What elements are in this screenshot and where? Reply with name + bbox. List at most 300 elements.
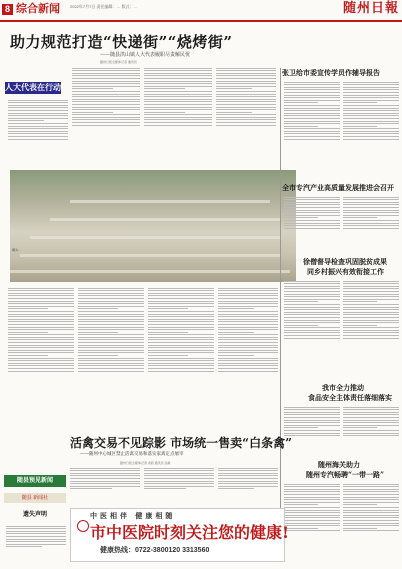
text-line <box>343 338 399 339</box>
text-line <box>284 133 340 134</box>
section-title: 综合新闻 <box>16 3 60 15</box>
text-line <box>72 107 140 108</box>
text-line <box>343 435 399 436</box>
text-line <box>284 489 340 490</box>
text-line <box>148 358 214 359</box>
text-line <box>343 139 399 140</box>
text-line <box>216 70 276 71</box>
lead-text-col2 <box>72 66 140 166</box>
text-line <box>72 81 140 82</box>
text-line <box>343 422 399 423</box>
text-line <box>148 327 214 328</box>
lead-text-col8 <box>218 286 278 426</box>
text-line <box>72 73 140 74</box>
text-line <box>148 371 214 372</box>
text-line <box>343 84 399 85</box>
text-line <box>284 338 340 339</box>
text-line <box>78 311 144 312</box>
text-line <box>78 339 144 340</box>
text-line <box>284 520 340 521</box>
text-line <box>78 355 118 356</box>
text-line <box>343 87 399 88</box>
text-line <box>218 321 278 322</box>
text-line <box>8 128 68 129</box>
text-line <box>148 363 214 364</box>
text-line <box>284 430 340 431</box>
text-line <box>8 131 68 132</box>
text-line <box>144 101 212 102</box>
text-line <box>8 350 74 351</box>
side-headline-3a[interactable]: 徐僧督导检查巩固脱贫成果 <box>303 257 387 266</box>
text-line <box>8 105 68 106</box>
lead-text-col6 <box>78 286 144 426</box>
text-line <box>78 314 144 315</box>
page-header <box>0 0 402 22</box>
text-line <box>148 334 214 335</box>
text-line <box>144 91 212 92</box>
text-line <box>70 473 140 474</box>
text-line <box>8 355 48 356</box>
text-line <box>284 525 340 526</box>
text-line <box>343 332 399 333</box>
text-line <box>216 96 276 97</box>
text-line <box>218 488 254 489</box>
text-line <box>8 316 74 317</box>
text-line <box>6 531 66 532</box>
text-line <box>284 433 340 434</box>
text-line <box>218 316 278 317</box>
text-line <box>144 473 214 474</box>
text-line <box>343 325 377 326</box>
side-headline-4a[interactable]: 我市全力推动 <box>322 383 364 392</box>
text-line <box>343 312 399 313</box>
text-line <box>148 355 188 356</box>
text-line <box>343 330 399 331</box>
photo-caption: 图为… <box>12 248 22 252</box>
text-line <box>218 339 278 340</box>
side-headline-1[interactable]: 张卫给市委宣传学员作辅导报告 <box>282 68 380 77</box>
side3-text-b <box>343 279 399 379</box>
text-line <box>8 306 74 307</box>
text-line <box>216 122 276 123</box>
text-line <box>218 470 278 471</box>
text-line <box>148 295 214 296</box>
text-line <box>8 120 44 121</box>
text-line <box>216 125 276 126</box>
text-line <box>216 107 276 108</box>
text-line <box>78 365 144 366</box>
text-line <box>218 290 278 291</box>
text-line <box>144 83 212 84</box>
text-line <box>216 81 276 82</box>
side3-text-a <box>284 279 340 379</box>
text-line <box>343 89 399 90</box>
text-line <box>78 347 144 348</box>
text-line <box>72 114 140 115</box>
text-line <box>8 113 68 114</box>
text-line <box>343 497 399 498</box>
text-line <box>218 363 278 364</box>
text-line <box>8 295 74 296</box>
text-line <box>343 220 399 221</box>
side-headline-5b[interactable]: 随州专汽畅聘“一带一路” <box>306 470 385 479</box>
text-line <box>284 92 340 93</box>
text-line <box>78 334 144 335</box>
text-line <box>343 499 399 500</box>
text-line <box>72 122 140 123</box>
text-line <box>78 337 144 338</box>
text-line <box>78 350 144 351</box>
text-line <box>284 320 340 321</box>
text-line <box>216 101 276 102</box>
side-headline-4b[interactable]: 食品安全主体责任落细落实 <box>308 393 392 402</box>
text-line <box>343 136 399 137</box>
text-line <box>72 83 140 84</box>
text-line <box>78 303 144 304</box>
text-line <box>343 199 399 200</box>
text-line <box>343 115 399 116</box>
text-line <box>72 91 140 92</box>
text-line <box>284 199 340 200</box>
text-line <box>218 324 278 325</box>
text-line <box>78 301 144 302</box>
text-line <box>70 481 140 482</box>
text-line <box>6 533 66 534</box>
text-line <box>284 304 340 305</box>
text-line <box>284 502 340 503</box>
text-line <box>216 68 276 69</box>
text-line <box>284 108 340 109</box>
text-line <box>8 115 68 116</box>
text-line <box>78 321 144 322</box>
text-line <box>343 304 399 305</box>
text-line <box>148 347 214 348</box>
text-line <box>343 207 399 208</box>
text-line <box>72 88 113 89</box>
text-line <box>343 225 399 226</box>
side1-text-a <box>284 80 340 178</box>
text-line <box>284 409 340 410</box>
text-line <box>284 89 340 90</box>
text-line <box>284 202 340 203</box>
hospital-ad-phone: 健康热线：0722-3800120 3313560 <box>100 547 210 554</box>
text-line <box>284 102 318 103</box>
side-headline-2[interactable]: 全市专汽产业高质量发展推进会召开 <box>282 183 394 192</box>
text-line <box>148 311 214 312</box>
lead-text-col5 <box>8 286 74 426</box>
side-headline-5a[interactable]: 随州海关助力 <box>318 460 360 469</box>
text-line <box>343 520 399 521</box>
text-line <box>8 342 74 343</box>
text-line <box>8 133 68 134</box>
text-line <box>78 329 144 330</box>
text-line <box>343 502 399 503</box>
text-line <box>284 322 340 323</box>
text-line <box>78 358 144 359</box>
text-line <box>8 298 74 299</box>
text-line <box>343 126 377 127</box>
text-line <box>284 301 318 302</box>
text-line <box>78 363 144 364</box>
text-line <box>216 86 276 87</box>
text-line <box>8 337 74 338</box>
text-line <box>343 105 399 106</box>
text-line <box>284 307 340 308</box>
text-line <box>284 435 340 436</box>
text-line <box>216 94 276 95</box>
side5-text-a <box>284 482 340 564</box>
text-line <box>284 330 340 331</box>
text-line <box>148 360 214 361</box>
text-line <box>284 87 340 88</box>
text-line <box>218 308 254 309</box>
text-line <box>216 114 276 115</box>
text-line <box>343 430 399 431</box>
text-line <box>284 317 340 318</box>
text-line <box>8 308 48 309</box>
text-line <box>8 314 74 315</box>
text-line <box>8 126 68 127</box>
text-line <box>218 358 278 359</box>
ad-left-1[interactable]: 随县预见新闻 <box>4 475 66 487</box>
text-line <box>144 483 214 484</box>
text-line <box>6 526 66 527</box>
text-line <box>148 345 214 346</box>
text-line <box>144 68 212 69</box>
text-line <box>343 108 399 109</box>
text-line <box>343 123 399 124</box>
newspaper-masthead: 随州日報 <box>343 1 400 16</box>
text-line <box>8 327 74 328</box>
text-line <box>78 345 144 346</box>
text-line <box>8 100 68 101</box>
text-line <box>218 314 278 315</box>
text-line <box>343 294 399 295</box>
text-line <box>8 136 68 137</box>
text-line <box>284 95 340 96</box>
text-line <box>8 332 48 333</box>
text-line <box>218 327 278 328</box>
text-line <box>78 288 144 289</box>
text-line <box>6 536 66 537</box>
text-line <box>216 117 276 118</box>
text-line <box>72 99 140 100</box>
text-line <box>8 293 74 294</box>
story2-byline: 随州日报全媒体记者 余毅 通讯员 张敏 <box>120 461 171 465</box>
text-line <box>218 293 278 294</box>
text-line <box>284 512 340 513</box>
text-line <box>70 488 112 489</box>
text-line <box>72 109 140 110</box>
text-line <box>8 102 68 103</box>
text-line <box>148 290 214 291</box>
text-line <box>8 118 68 119</box>
text-line <box>284 225 340 226</box>
side4-text-b <box>343 405 399 457</box>
text-line <box>218 365 278 366</box>
text-line <box>144 122 212 123</box>
text-line <box>148 293 214 294</box>
text-line <box>284 335 340 336</box>
text-line <box>218 345 278 346</box>
text-line <box>284 504 318 505</box>
text-line <box>284 499 340 500</box>
text-line <box>148 303 214 304</box>
text-line <box>343 409 399 410</box>
text-line <box>343 281 399 282</box>
text-line <box>72 125 140 126</box>
text-line <box>144 112 185 113</box>
text-line <box>284 523 340 524</box>
text-line <box>284 197 340 198</box>
text-line <box>343 494 399 495</box>
text-line <box>6 528 66 529</box>
text-line <box>284 204 340 205</box>
text-line <box>78 368 144 369</box>
text-line <box>284 118 340 119</box>
text-line <box>343 296 399 297</box>
text-line <box>8 324 74 325</box>
notice-text <box>6 524 66 564</box>
text-line <box>148 339 214 340</box>
text-line <box>218 350 278 351</box>
text-line <box>284 228 340 229</box>
hospital-ad-slogan: 中医相伴 健康相随 <box>90 511 176 520</box>
text-line <box>144 88 185 89</box>
text-line <box>218 483 278 484</box>
text-line <box>343 118 399 119</box>
text-line <box>343 512 399 513</box>
lead-text-col4 <box>216 66 276 166</box>
text-line <box>144 104 212 105</box>
notice-title: 遗失声明 <box>22 511 47 518</box>
text-line <box>148 337 214 338</box>
text-line <box>284 484 340 485</box>
ad-left-2[interactable]: 随县 新闻社 <box>4 493 66 503</box>
text-line <box>148 298 214 299</box>
text-line <box>284 121 340 122</box>
text-line <box>8 319 74 320</box>
text-line <box>218 347 278 348</box>
text-line <box>343 215 399 216</box>
text-line <box>218 334 278 335</box>
text-line <box>343 322 399 323</box>
text-line <box>218 311 278 312</box>
text-line <box>218 342 278 343</box>
text-line <box>144 70 212 71</box>
text-line <box>284 412 340 413</box>
text-line <box>284 507 340 508</box>
text-line <box>148 306 214 307</box>
text-line <box>343 223 399 224</box>
text-line <box>70 486 140 487</box>
side5-text-b <box>343 482 399 564</box>
text-line <box>343 417 399 418</box>
text-line <box>284 82 340 83</box>
text-line <box>284 407 340 408</box>
text-line <box>284 327 340 328</box>
side-headline-3b[interactable]: 同乡村振兴有效衔接工作 <box>307 267 384 276</box>
text-line <box>78 360 144 361</box>
text-line <box>144 117 212 118</box>
text-line <box>218 319 278 320</box>
text-line <box>343 309 399 310</box>
lead-photo <box>10 170 296 282</box>
text-line <box>343 523 399 524</box>
text-line <box>8 360 74 361</box>
text-line <box>216 119 276 120</box>
side2-text-a <box>284 195 340 253</box>
text-line <box>216 73 276 74</box>
lead-headline[interactable]: 助力规范打造“快递街”“烧烤街” <box>10 33 233 51</box>
text-line <box>148 321 214 322</box>
text-line <box>343 486 399 487</box>
text-line <box>343 228 399 229</box>
text-line <box>284 115 340 116</box>
text-line <box>8 339 74 340</box>
text-line <box>148 319 214 320</box>
story2-text-a <box>70 466 140 506</box>
text-line <box>284 286 340 287</box>
text-line <box>72 75 140 76</box>
text-line <box>343 517 399 518</box>
side2-text-b <box>343 195 399 253</box>
text-line <box>216 78 276 79</box>
text-line <box>8 371 74 372</box>
text-line <box>8 290 74 291</box>
text-line <box>218 368 278 369</box>
text-line <box>343 204 399 205</box>
text-line <box>284 332 340 333</box>
text-line <box>343 299 399 300</box>
text-line <box>343 95 399 96</box>
text-line <box>218 298 278 299</box>
text-line <box>148 329 214 330</box>
text-line <box>343 530 399 531</box>
text-line <box>343 212 399 213</box>
text-line <box>284 84 340 85</box>
text-line <box>218 481 278 482</box>
text-line <box>343 121 399 122</box>
text-line <box>218 352 278 353</box>
text-line <box>284 288 340 289</box>
text-line <box>8 363 74 364</box>
text-line <box>343 327 399 328</box>
text-line <box>284 123 340 124</box>
text-line <box>343 491 399 492</box>
text-line <box>144 475 214 476</box>
text-line <box>218 371 278 372</box>
text-line <box>78 319 144 320</box>
story2-headline[interactable]: 活禽交易不见踪影 市场统一售卖“白条禽” <box>70 436 292 450</box>
text-line <box>284 212 340 213</box>
text-line <box>284 491 340 492</box>
text-line <box>8 329 74 330</box>
text-line <box>6 541 66 542</box>
text-line <box>284 497 340 498</box>
text-line <box>78 290 144 291</box>
text-line <box>218 295 278 296</box>
text-line <box>284 110 340 111</box>
text-line <box>284 105 340 106</box>
text-line <box>218 303 278 304</box>
text-line <box>343 420 399 421</box>
text-line <box>218 306 278 307</box>
text-line <box>343 528 377 529</box>
text-line <box>148 316 214 317</box>
text-line <box>284 294 340 295</box>
text-line <box>343 128 399 129</box>
